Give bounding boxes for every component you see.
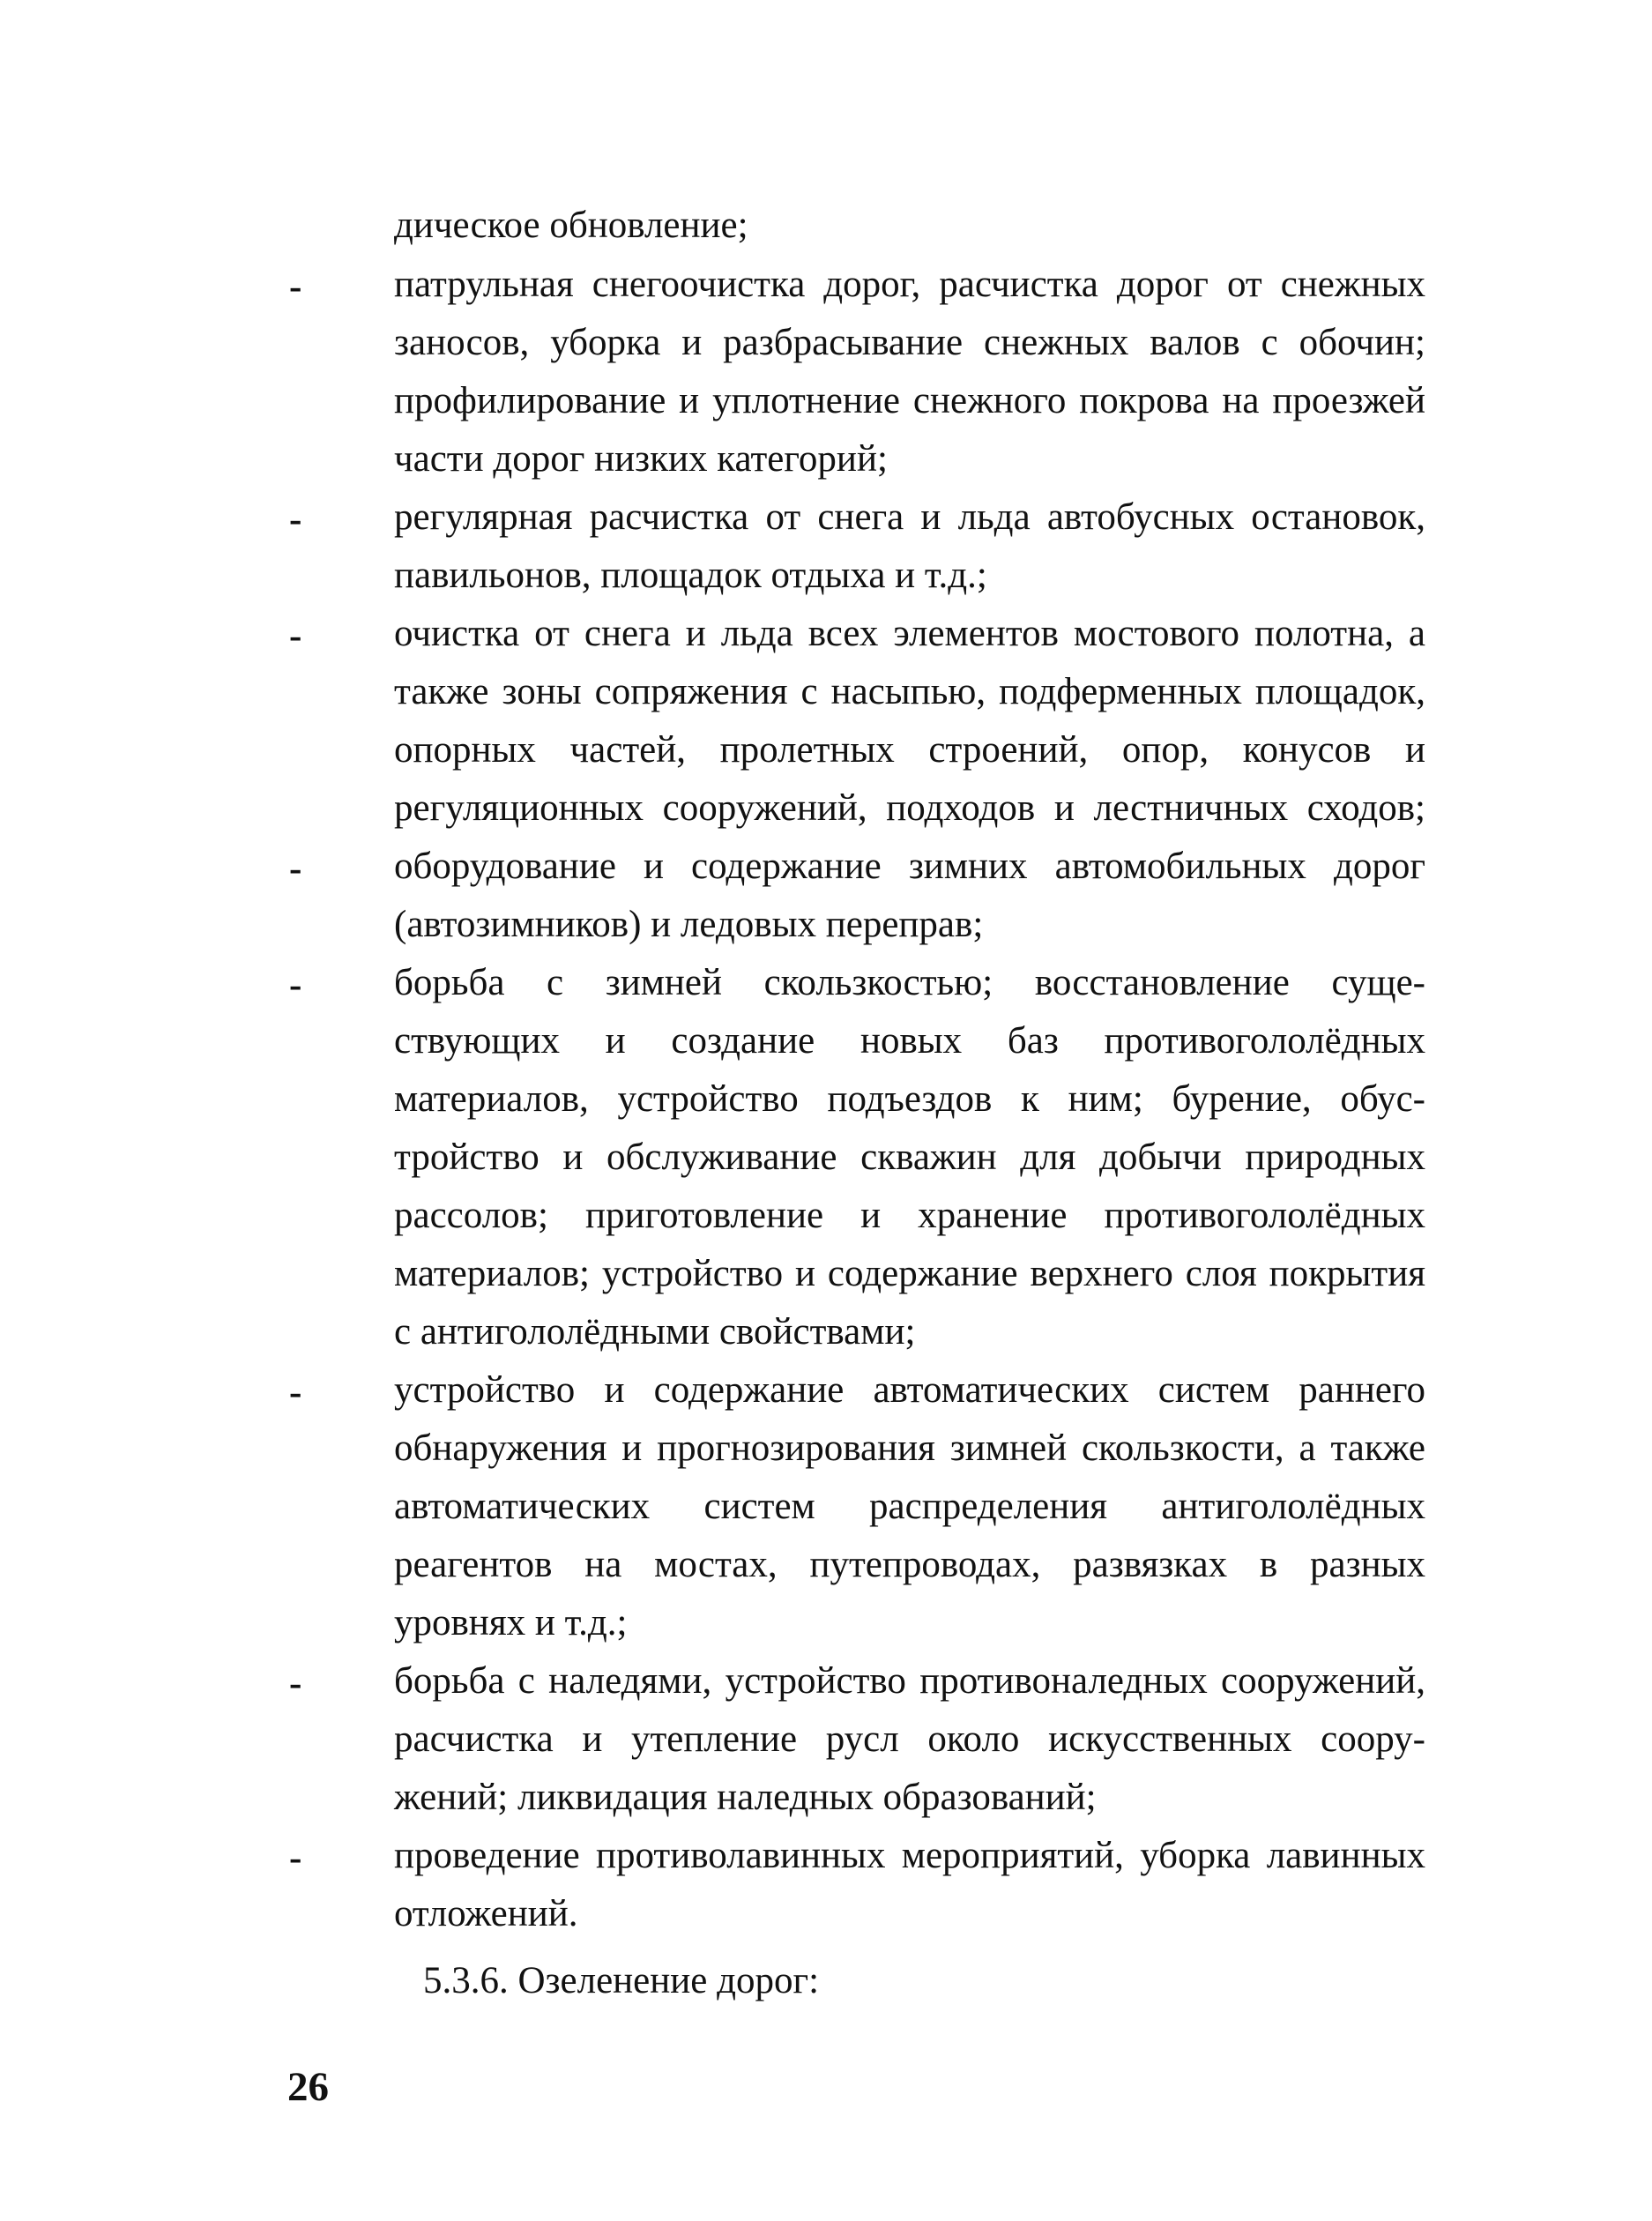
text-line: профилирование и уплотнение снежного покрова на проезжей: [394, 380, 1425, 421]
text-line: тройство и обслуживание скважин для добычи природных: [394, 1137, 1425, 1178]
list-dash: -: [289, 1663, 302, 1704]
text-line: уровнях и т.д.;: [394, 1602, 628, 1643]
text-line: рассолов; приготовление и хранение противогололёдных: [394, 1195, 1425, 1236]
text-line: дическое обновление;: [394, 205, 748, 246]
text-line: реагентов на мостах, путепроводах, развязках в разных: [394, 1544, 1425, 1585]
list-dash: -: [289, 499, 302, 540]
text-line: материалов; устройство и содержание верхнего слоя покрытия: [394, 1253, 1425, 1294]
text-line: устройство и содержание автоматических систем раннего: [394, 1369, 1425, 1411]
text-line: ствующих и создание новых баз противогололёдных: [394, 1020, 1425, 1062]
text-line: (автозимников) и ледовых переправ;: [394, 904, 984, 945]
text-line: отложений.: [394, 1893, 578, 1934]
text-line: регуляционных сооружений, подходов и лестничных сходов;: [394, 787, 1425, 829]
text-line: материалов, устройство подъездов к ним; бурение, обус-: [394, 1078, 1425, 1120]
list-dash: -: [289, 1837, 302, 1879]
text-line: заносов, уборка и разбрасывание снежных валов с обочин;: [394, 322, 1425, 363]
text-line: также зоны сопряжения с насыпью, подферменных площадок,: [394, 671, 1425, 712]
text-line: автоматических систем распределения антигололёдных: [394, 1486, 1425, 1527]
text-line: регулярная расчистка от снега и льда автобусных остановок,: [394, 496, 1425, 538]
section-subheading: 5.3.6. Озеленение дорог:: [423, 1960, 820, 2001]
text-line: части дорог низких категорий;: [394, 438, 888, 480]
text-line: расчистка и утепление русл около искусственных соору-: [394, 1718, 1425, 1760]
list-dash: -: [289, 266, 302, 308]
page-number: 26: [287, 2064, 329, 2110]
text-line: очистка от снега и льда всех элементов мостового полотна, а: [394, 613, 1425, 654]
list-dash: -: [289, 615, 302, 657]
text-line: жений; ликвидация наледных образований;: [394, 1777, 1097, 1818]
list-dash: -: [289, 848, 302, 890]
text-line: борьба с зимней скользкостью; восстановление суще-: [394, 962, 1425, 1003]
text-line: патрульная снегоочистка дорог, расчистка дорог от снежных: [394, 264, 1425, 305]
list-dash: -: [289, 1372, 302, 1413]
text-line: опорных частей, пролетных строений, опор, конусов и: [394, 729, 1425, 771]
text-line: с антигололёдными свойствами;: [394, 1311, 916, 1353]
text-line: борьба с наледями, устройство противоналедных сооружений,: [394, 1660, 1425, 1702]
list-dash: -: [289, 965, 302, 1006]
text-line: проведение противолавинных мероприятий, уборка лавинных: [394, 1835, 1425, 1876]
text-line: оборудование и содержание зимних автомобильных дорог: [394, 846, 1425, 887]
text-line: обнаружения и прогнозирования зимней скользкости, а также: [394, 1427, 1425, 1469]
text-line: павильонов, площадок отдыха и т.д.;: [394, 555, 987, 596]
